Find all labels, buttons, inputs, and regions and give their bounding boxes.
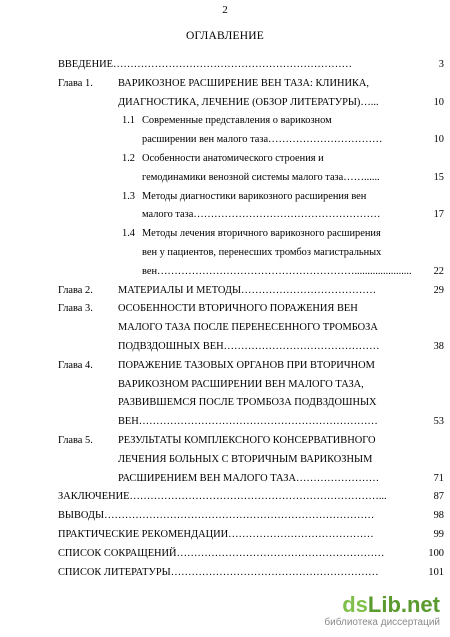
toc-entry-title: РАЗВИВШЕМСЯ ПОСЛЕ ТРОМБОЗА ПОДВЗДОШНЫХ: [118, 397, 377, 409]
toc-entry-row: [58, 75, 444, 94]
toc-section-number: [118, 206, 142, 225]
toc-entry-row: [58, 488, 444, 507]
toc-entry-row: [58, 394, 444, 413]
toc-title: ОГЛАВЛЕНИЕ: [186, 30, 264, 42]
toc-page-number: [420, 112, 444, 131]
toc-page-number: [420, 376, 444, 395]
toc-entry-leader: ……………………………………………………: [176, 547, 385, 559]
toc-chapter-label: [58, 112, 118, 131]
toc-page-number: [420, 319, 444, 338]
toc-entry-row: [58, 225, 444, 244]
toc-entry-row: [58, 94, 444, 113]
toc-page-number: 101: [428, 566, 444, 578]
toc-page-number: 22: [433, 265, 444, 277]
toc-entry-title: ПОДВЗДОШНЫХ ВЕН………………………………………: [118, 340, 380, 352]
toc-page-number: [420, 150, 444, 169]
toc-page-number: 3: [438, 59, 444, 70]
toc-section-number: 1.2: [122, 152, 135, 164]
toc-section-number: [118, 263, 142, 282]
toc-section-number: [118, 131, 142, 150]
toc-entry-row: [58, 282, 444, 301]
toc-entry-title: МАЛОГО ТАЗА ПОСЛЕ ПЕРЕНЕСЕННОГО ТРОМБОЗА: [118, 322, 378, 334]
toc-entry-label: СПИСОК СОКРАЩЕНИЙ: [58, 547, 177, 559]
toc-entry-title: ВАРИКОЗНОМ РАСШИРЕНИИ ВЕН МАЛОГО ТАЗА,: [118, 378, 364, 390]
toc-entry-row: [58, 413, 444, 432]
toc-page-number: [420, 394, 444, 413]
toc-entry-title: малого таза………………………………………………: [142, 209, 381, 221]
toc-entry-title: [58, 564, 420, 583]
toc-page-number: 53: [433, 416, 444, 428]
toc-entry-title: МАТЕРИАЛЫ И МЕТОДЫ…………………………………: [118, 284, 377, 296]
toc-page-number: 71: [433, 472, 444, 484]
table-of-contents: [58, 56, 444, 582]
toc-page-number: 15: [433, 171, 444, 183]
toc-chapter-label: [58, 338, 118, 357]
toc-entry-title: ВЕН……………………………………………………………: [118, 416, 378, 428]
toc-page-number: [420, 225, 444, 244]
watermark-logo: [324, 593, 440, 617]
toc-entry-label: ВЫВОДЫ: [58, 510, 105, 522]
toc-entry-leader: ……………………………………………………………: [113, 59, 352, 70]
toc-entry-title: [58, 488, 420, 507]
toc-chapter-label: [58, 94, 118, 113]
toc-entry-row: [58, 169, 444, 188]
toc-entry-row: [58, 188, 444, 207]
toc-chapter-label: [58, 263, 118, 282]
toc-entry-title: ВАРИКОЗНОЕ РАСШИРЕНИЕ ВЕН ТАЗА: КЛИНИКА,: [118, 77, 369, 89]
toc-entry-row: [58, 112, 444, 131]
toc-entry-title: РАСШИРЕНИЕМ ВЕН МАЛОГО ТАЗА……………………: [118, 472, 380, 484]
toc-entry-title: Методы диагностики варикозного расширения вен: [142, 190, 367, 202]
toc-entry-row: [58, 507, 444, 526]
watermark-subtitle: библиотека диссертаций: [324, 617, 440, 628]
toc-section-number: 1.3: [122, 190, 135, 202]
toc-entry-label: ПРАКТИЧЕСКИЕ РЕКОМЕНДАЦИИ: [58, 528, 229, 540]
toc-page-number: [420, 244, 444, 263]
watermark-logo-part: Lib.net: [367, 592, 440, 617]
toc-entry-row: [58, 432, 444, 451]
toc-page-number: 99: [433, 528, 444, 540]
toc-entry-row: [58, 206, 444, 225]
toc-entry-row: [58, 451, 444, 470]
toc-chapter-label: Глава 5.: [58, 434, 93, 446]
toc-entry-leader: ……………………………………………………: [170, 566, 379, 578]
toc-section-number: 1.4: [122, 228, 135, 240]
toc-entry-title: вен…………………………………………………......................: [142, 265, 412, 277]
toc-chapter-label: [58, 131, 118, 150]
toc-entry-leader: ……………………………………………………………………: [104, 510, 375, 522]
toc-entry-row: [58, 300, 444, 319]
toc-entry-title: [58, 507, 420, 526]
toc-page-number: [420, 300, 444, 319]
toc-entry-title: ОСОБЕННОСТИ ВТОРИЧНОГО ПОРАЖЕНИЯ ВЕН: [118, 303, 358, 315]
toc-page-number: 10: [433, 134, 444, 146]
toc-section-number: [118, 244, 142, 263]
toc-page-number: [420, 451, 444, 470]
page-number: 2: [222, 4, 228, 16]
toc-chapter-label: Глава 3.: [58, 303, 93, 315]
toc-chapter-label: [58, 169, 118, 188]
toc-entry-title: [58, 545, 420, 564]
toc-page-number: 100: [428, 547, 444, 559]
toc-entry-title: РЕЗУЛЬТАТЫ КОМПЛЕКСНОГО КОНСЕРВАТИВНОГО: [118, 434, 376, 446]
toc-entry-row: [58, 526, 444, 545]
toc-page-number: 10: [433, 96, 444, 108]
toc-chapter-label: Глава 4.: [58, 359, 93, 371]
toc-entry-leader: ………………………………………………………………...: [129, 491, 387, 503]
toc-chapter-label: Глава 2.: [58, 284, 93, 296]
toc-chapter-label: Глава 1.: [58, 77, 93, 89]
toc-chapter-label: [58, 225, 118, 244]
toc-page-number: [420, 432, 444, 451]
toc-entry-row: [58, 470, 444, 489]
toc-entry-row: [58, 131, 444, 150]
watermark: [324, 593, 440, 629]
toc-page-number: [420, 75, 444, 94]
watermark-logo-part: ds: [342, 592, 368, 617]
toc-entry-title: [58, 56, 420, 75]
toc-entry-row: [58, 263, 444, 282]
toc-chapter-label: [58, 150, 118, 169]
toc-entry-title: расширении вен малого таза……………………………: [142, 134, 383, 146]
toc-chapter-label: [58, 188, 118, 207]
toc-chapter-label: [58, 319, 118, 338]
toc-chapter-label: [58, 394, 118, 413]
toc-entry-row: [58, 56, 444, 75]
toc-chapter-label: [58, 413, 118, 432]
toc-entry-title: ПОРАЖЕНИЕ ТАЗОВЫХ ОРГАНОВ ПРИ ВТОРИЧНОМ: [118, 359, 375, 371]
toc-entry-title: вен у пациентов, перенесших тромбоз магистральных: [142, 246, 382, 258]
toc-entry-title: [58, 526, 420, 545]
toc-entry-row: [58, 244, 444, 263]
toc-entry-row: [58, 319, 444, 338]
toc-page-number: 17: [433, 209, 444, 221]
toc-chapter-label: [58, 206, 118, 225]
toc-entry-row: [58, 338, 444, 357]
toc-page-number: [420, 357, 444, 376]
toc-entry-row: [58, 150, 444, 169]
toc-entry-title: Современные представления о варикозном: [142, 115, 332, 127]
toc-page-number: [420, 188, 444, 207]
toc-entry-title: ДИАГНОСТИКА, ЛЕЧЕНИЕ (ОБЗОР ЛИТЕРАТУРЫ)…...: [118, 96, 379, 108]
toc-entry-title: Методы лечения вторичного варикозного расширения: [142, 228, 381, 240]
toc-page-number: 38: [433, 340, 444, 352]
toc-entry-row: [58, 376, 444, 395]
toc-chapter-label: [58, 376, 118, 395]
toc-page-number: 87: [433, 491, 444, 503]
toc-entry-label: ВВЕДЕНИЕ: [58, 59, 113, 70]
toc-chapter-label: [58, 470, 118, 489]
toc-entry-title: Особенности анатомического строения и: [142, 152, 324, 164]
toc-page-number: 98: [433, 510, 444, 522]
toc-chapter-label: [58, 244, 118, 263]
toc-entry-label: ЗАКЛЮЧЕНИЕ: [58, 491, 130, 503]
toc-chapter-label: [58, 451, 118, 470]
toc-section-number: 1.1: [122, 115, 135, 127]
toc-page-number: 29: [433, 284, 444, 296]
toc-section-number: [118, 169, 142, 188]
toc-entry-title: ЛЕЧЕНИЯ БОЛЬНЫХ С ВТОРИЧНЫМ ВАРИКОЗНЫМ: [118, 453, 373, 465]
toc-entry-title: гемодинамики венозной системы малого таза……......: [142, 171, 380, 183]
toc-entry-row: [58, 357, 444, 376]
toc-entry-row: [58, 564, 444, 583]
toc-entry-row: [58, 545, 444, 564]
toc-entry-leader: ……………………………………: [228, 528, 374, 540]
toc-entry-label: СПИСОК ЛИТЕРАТУРЫ: [58, 566, 171, 578]
